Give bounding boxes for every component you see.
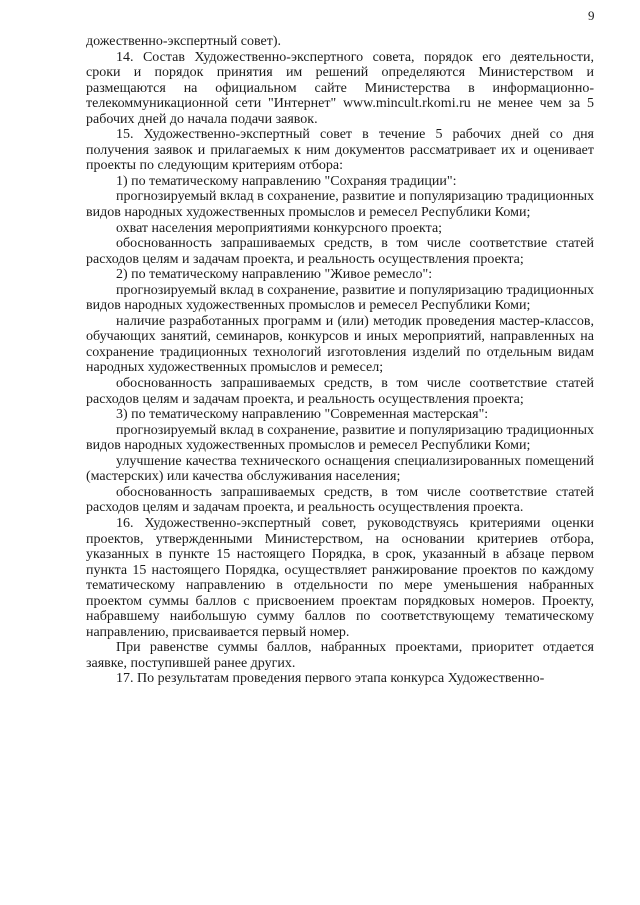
document-body (86, 34, 594, 687)
paragraph: наличие разработанных программ и (или) методик проведения мастер-классов, обучающих занятий, семинаров, конкурсов и иных мероприятий, направленных на сохранение традиционных технологий изготовления изделий по отдельным видам народных художественных промыслов и ремесел; (86, 313, 594, 376)
paragraph: охват населения мероприятиями конкурсного проекта; (116, 220, 443, 236)
paragraph: обоснованность запрашиваемых средств, в том числе соответствие статей расходов целям и задачам проекта, и реальность осуществления проекта. (86, 484, 594, 516)
paragraph: обоснованность запрашиваемых средств, в том числе соответствие статей расходов целям и задачам проекта, и реальность осуществления проекта; (86, 236, 594, 267)
paragraph: 3) по тематическому направлению "Современная мастерская": (116, 407, 489, 423)
paragraph: обоснованность запрашиваемых средств, в том числе соответствие статей расходов целям и задачам проекта, и реальность осуществления проекта; (86, 376, 594, 407)
paragraph: прогнозируемый вклад в сохранение, развитие и популяризацию традиционных видов народных художественных промыслов и ремесел Республики Коми; (86, 189, 594, 221)
paragraph: прогнозируемый вклад в сохранение, развитие и популяризацию традиционных видов народных художественных промыслов и ремесел Республики Коми; (86, 422, 594, 454)
paragraph: 14. Состав Художественно-экспертного совета, порядок его деятельности, сроки и порядок принятия им решений определяются Министерством и размещаются на официальном сайте Министерства в информационно-телекоммуникационной сети "Интернет" www.mincult.rkomi.ru не менее чем за 5 рабочих дней до начала подачи заявок. (86, 49, 594, 127)
paragraph: улучшение качества технического оснащения специализированных помещений (мастерских) или качества обслуживания населения; (86, 453, 594, 485)
paragraph: прогнозируемый вклад в сохранение, развитие и популяризацию традиционных видов народных художественных промыслов и ремесел Республики Коми; (86, 282, 594, 314)
page-number: 9 (588, 8, 595, 23)
paragraph: 2) по тематическому направлению "Живое ремесло": (116, 267, 433, 283)
paragraph: 16. Художественно-экспертный совет, руководствуясь критериями оценки проектов, утвержденными Министерством, на основании критериев отбора, указанных в пункте 15 настоящего Порядка, в срок, указанный в абзаце первом пункта 15 настоящего Порядка, осуществляет ранжирование проектов по каждому тематическому направлению в отдельности по мере уменьшения набранных проектом суммы баллов с присвоением проектам порядковых номеров. Проекту, набравшему наибольшую сумму баллов по соответствующему тематическому направлению, присваивается первый номер. (86, 515, 594, 640)
paragraph: При равенстве суммы баллов, набранных проектами, приоритет отдается заявке, поступившей ранее других. (86, 640, 594, 671)
paragraph: 17. По результатам проведения первого этапа конкурса Художественно- (116, 671, 545, 687)
paragraph: 1) по тематическому направлению "Сохраняя традиции": (116, 173, 457, 189)
paragraph: 15. Художественно-экспертный совет в течение 5 рабочих дней со дня получения заявок и прилагаемых к ним документов рассматривает их и оценивает проекты по следующим критериям отбора: (86, 127, 594, 174)
paragraph: дожественно-экспертный совет). (86, 34, 281, 49)
